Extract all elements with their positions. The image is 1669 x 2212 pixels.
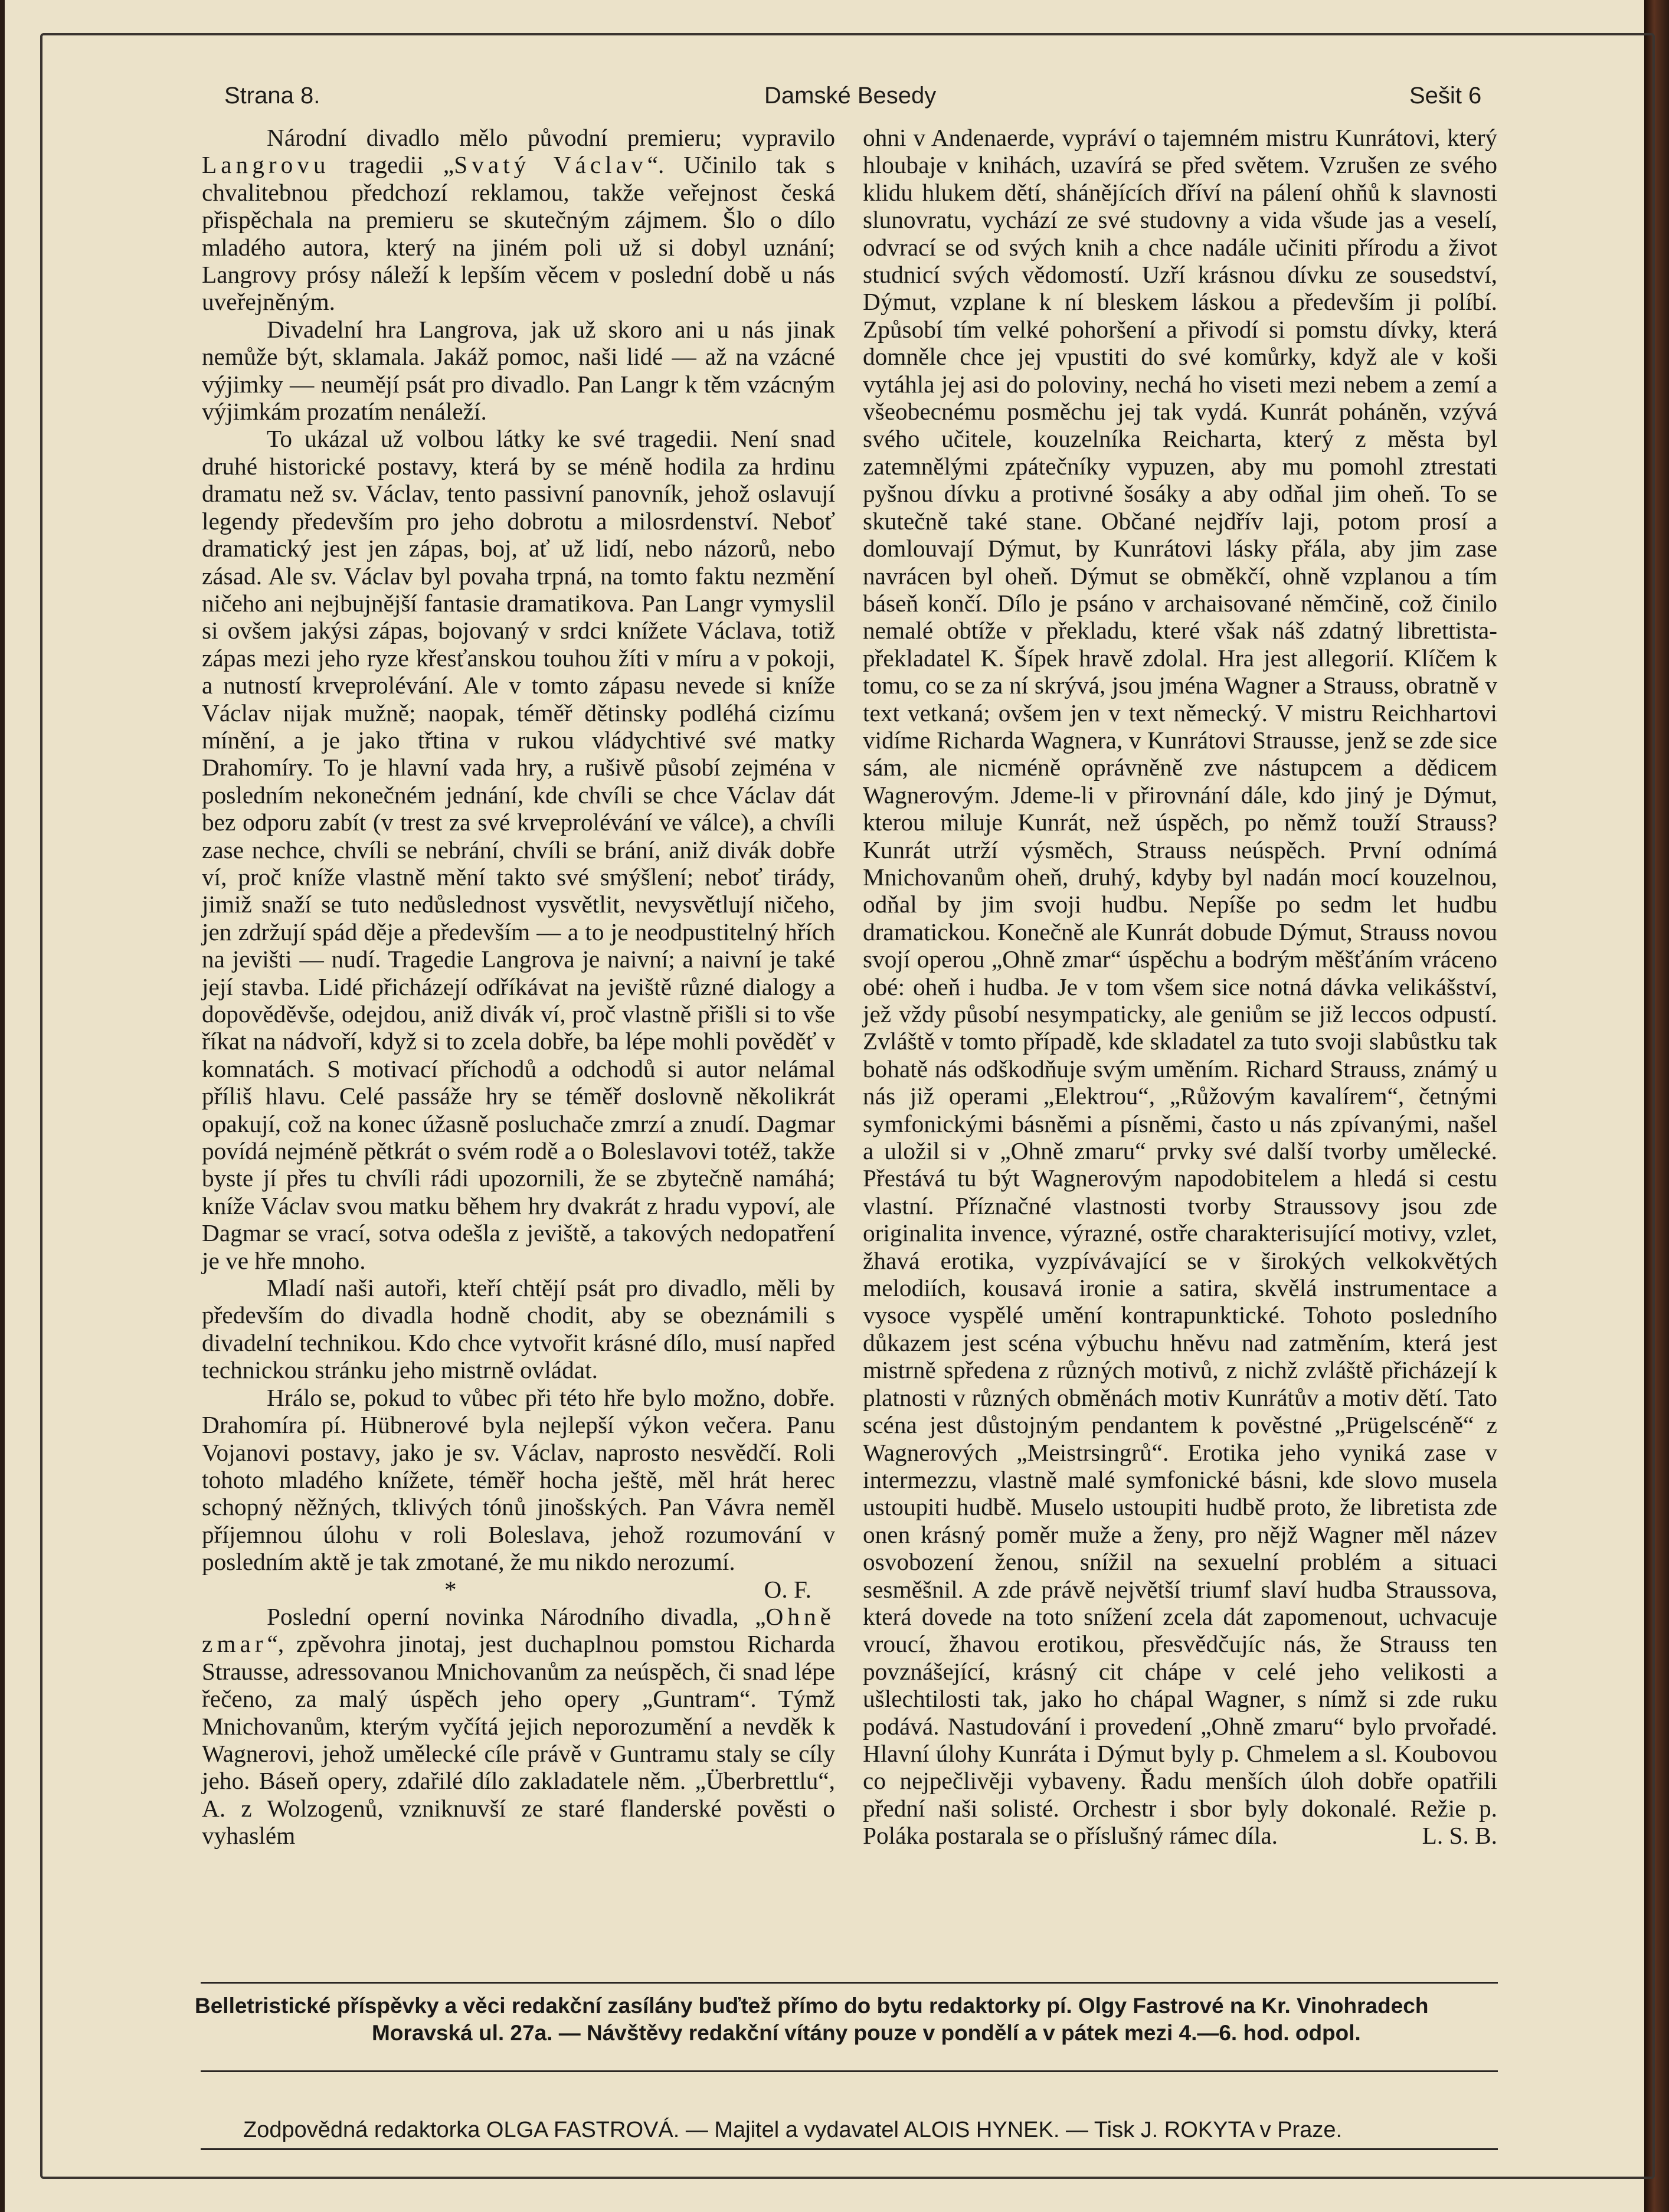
section-divider: * xyxy=(444,1575,457,1603)
divider xyxy=(201,2148,1498,2150)
paragraph: To ukázal už volbou látky ke své tragedii. Není snad druhé historické postavy, která by se méně hodila za hrdinu dramatu než sv. Václav, tento passivní panovník, jehož oslavují legendy především pro jeho dobrotu a milosrdenství. Neboť dramatický jest jen zápas, boj, ať už lidí, nebo názorů, nebo zásad. Ale sv. Václav byl povaha trpná, na tomto faktu nezmění ničeho ani nejbujnější fantasie dramatikova. Pan Langr vymyslil si ovšem jakýsi zápas, bojovaný v srdci knížete Václava, totiž zápas mezi jeho ryze křesťanskou touhou žíti v míru a v pokoji, a nutností krveprolévání. Ale v tomto zápasu nevede si kníže Václav nijak mužně; naopak, téměř dětinsky podléhá cizímu mínění, a je jako třtina v rukou vládychtivé své matky Drahomíry. To je hlavní vada hry, a rušivě působí zejména v posledním nekonečném jednání, kde chvíli se chce Václav dát bez odporu zabít (v trest za své krveprolévání ve válce), a chvíli zase nechce, chvíli se nebrání, chvíli se brání, aniž divák dobře ví, proč kníže vlastně mění takto své smýšlení; neboť tirády, jimiž snaží se tuto nedůslednost vysvětlit, nevysvětlují ničeho, jen zdržují spád děje a především — a to je neodpustitelný hřích na jevišti — nudí. Tragedie Langrova je naivní; a naivní je také její stavba. Lidé přicházejí odříkávat na jeviště různé dialogy a dopověděvše, odejdou, aniž divák ví, proč vlastně přišli si to vše říkat na nádvoří, když si to zcela dobře, ba lépe mohli pověděť v komnatách. S motivací příchodů a odchodů si autor nelámal příliš hlavu. Celé passáže hry se téměř doslovně několikrát opakují, což na konec úžasně posluchače zmrzí a znudí. Dagmar povídá nejméně pětkrát o svém rodě a o Boleslavovi totéž, takže byste jí přes tu chvíli rádi upozornili, že se zbytečně namáhá; kníže Václav svou matku během hry dvakrát z hradu vypoví, ale Dagmar se vrací, sotva odešla z jeviště, a takových nedopatření je ve hře mnoho. xyxy=(202,425,835,1274)
paragraph: ohni v Andenaerde, vypráví o tajemném mistru Kunrátovi, který hloubaje v knihách, uzavírá se před světem. Vzrušen ze svého klidu hlukem dětí, shánějících dříví na pálení ohňů k slavnosti slunovratu, vychází ze své studovny a vida všude jas a veselí, odvrací se od svých knih a chce nadále učiniti přírodu a život studnicí svých vědomostí. Uzří krásnou dívku ze sousedství, Dýmut, vzplane k ní bleskem láskou a především ji políbí. Způsobí tím velké pohoršení a přivodí si pomstu dívky, která domněle chce jej vpustiti do své komůrky, když ale v koši vytáhla jej asi do poloviny, nechá ho viseti mezi nebem a zemí a všeobecnému posměchu jej tak vydá. Kunrát poháněn, vzývá svého učitele, kouzelníka Reicharta, který z města byl zatemnělými zpátečníky vypuzen, aby mu pomohl ztrestati pyšnou dívku a protivné šosáky a aby odňal jim oheň. To se skutečně také stane. Občané nejdřív laji, potom prosí a domlouvají Dýmut, by Kunrátovi lásky přála, aby jim zase navrácen byl oheň. Dýmut se obměkčí, ohně vzplanou a tím báseň končí. Dílo je psáno v archaisované němčině, což činilo nemalé obtíže v překladu, které však náš zdatný librettista-překladatel K. Šípek hravě zdolal. Hra jest allegorií. Klíčem k tomu, co se za ní skrývá, jsou jména Wagner a Strauss, obratně v text vetkaná; ovšem jen v text německý. V mistru Reichhartovi vidíme Richarda Wagnera, v Kunrátovi Strausse, jenž se zde sice sám, ale nicméně oprávněně zve nástupcem a dědicem Wagnerovým. Jdeme-li v přirovnání dále, kdo jiný je Dýmut, kterou miluje Kunrát, než úspěch, po němž touží Strauss? Kunrát utrží výsměch, Strauss neúspěch. První odnímá Mnichovanům oheň, druhý, kdyby byl nadán mocí kouzelnou, odňal by jim svoji hudbu. Nepíše po sedm let hudbu dramatickou. Konečně ale Kunrát dobude Dýmut, Strauss novou svojí operou „Ohně zmar“ úspěchu a bodrým měšťáním vráceno obé: oheň i hudba. Je v tom všem sice notná dávka velikášství, jež vždy působí nesympaticky, ale geniům se již leccos odpustí. Zvláště v tomto případě, kde skladatel za tuto svoji slabůstku tak bohatě nás odškodňuje svým uměním. Richard Strauss, známý u nás již operami „Elektrou“, „Růžovým kavalírem“, četnými symfonickými básněmi a písněmi, často u nás zpívanými, našel a uložil si v „Ohně zmaru“ prvky své další tvorby umělecké. Přestává tu být Wagnerovým napodobitelem a hledá si cestu vlastní. Příznačné vlastnosti tvorby Straussovy jsou zde originalita invence, výrazné, ostře charakterisující motivy, vzlet, žhavá erotika, vyzpívávající se v širokých velkokvětých melodiích, kousavá ironie a satira, skvělá instrumentace a vysoce vyspělé umění kontrapunktické. Tohoto posledního důkazem jest scéna výbuchu hněvu nad zatměním, která jest mistrně spředena z různých motivů, z nichž zvláště přicházejí k platnosti v různých obměnách motiv Kunrátův a motiv dětí. Tato scéna jest důstojným pendantem k pověstné „Prügelscéně“ z Wagnerových „Meistrsingrů“. Erotika jeho vyniká zase v intermezzu, vlastně malé symfonické básni, kde slovo musela ustoupiti hudbě. Muselo ustoupiti hudbě proto, že libretista zde onen krásný poměr muže a ženy, pro nějž Wagner měl název osvobození ženou, snížil na sexuelní problém a situaci sesměšnil. A zde právě největší triumf slaví hudba Straussova, která dovede na toto snížení zcela dát zapomenout, uchvacuje vroucí, žhavou erotikou, přesvědčujíc nás, že Strauss ten povznášející, krásný cit chápe v celé jeho velikosti a ušlechtilosti tak, jako ho chápal Wagner, s nímž si zde ruku podává. Nastudování i provedení „Ohně zmaru“ bylo prvořadé. Hlavní úlohy Kunráta i Dýmut byly p. Chmelem a sl. Koubovou co nejpečlivěji vybaveny. Řadu menších úloh dobře opatřili přední naši solisté. Orchestr i sbor byly dokonalé. Režie p. Poláka postarala se o příslušný rámec díla. L. S. B. xyxy=(863,124,1497,1850)
divider xyxy=(201,1982,1498,1984)
paragraph: Poslední operní novinka Národního divadla, „Ohně zmar“, zpěvohra jinotaj, jest duchaplnou pomstou Richarda Strausse, adressovanou Mnichovanům za neúspěch, či snad lépe řečeno, za malý úspěch jeho opery „Guntram“. Týmž Mnichovanům, kterým vyčítá jejich neporozumění a nevděk k Wagnerovi, jehož umělecké cíle právě v Guntramu staly se cíly jeho. Báseň opery, zdařilé dílo zakladatele něm. „Überbrettlu“, A. z Wolzogenů, vzniknuvší ze staré flanderské pověsti o vyhaslém xyxy=(202,1602,835,1850)
left-column xyxy=(202,124,835,1850)
editorial-notice xyxy=(195,1992,1493,2047)
imprint: Zodpovědná redaktorka OLGA FASTROVÁ. — Majitel a vydavatel ALOIS HYNEK. — Tisk J. ROKYTA v Praze. xyxy=(243,2118,1343,2142)
issue-number: Sešit 6 xyxy=(1409,83,1482,109)
page-number: Strana 8. xyxy=(224,83,320,109)
paragraph: Hrálo se, pokud to vůbec při této hře bylo možno, dobře. Drahomíra pí. Hübnerové byla nejlepší výkon večera. Panu Vojanovi postavy, jako je sv. Václav, naprosto nesvědčí. Roli tohoto mladého knížete, téměř hocha ještě, měl hrát herec schopný něžných, tklivých tónů jinošských. Pan Vávra neměl příjemnou úlohu v roli Boleslava, jehož rozumování v posledním aktě je tak zmotané, že mu nikdo nerozumí. O. F. xyxy=(202,1383,835,1603)
paragraph: Divadelní hra Langrova, jak už skoro ani u nás jinak nemůže být, sklamala. Jakáž pomoc, naši lidé — až na vzácné výjimky — neumějí psát pro divadlo. Pan Langr k těm vzácným výjimkám prozatím nenáleží. xyxy=(202,315,835,426)
notice-line: Belletristické příspěvky a věci redakční zasílány buďtež přímo do bytu redaktorky pí. Olgy Fastrové na Kr. Vinohradech xyxy=(195,1994,1429,2018)
paragraph: Národní divadlo mělo původní premieru; vypravilo Langrovu tragedii „Svatý Václav“. Učinilo tak s chvalitebnou předchozí reklamou, takže veřejnost česká přispěchala na premieru se skutečným zájmem. Šlo o dílo mladého autora, který na jiném poli už si dobyl uznání; Langrovy prósy náleží k lepším věcem v poslední době u nás uveřejněným. xyxy=(202,124,835,316)
signature: L. S. B. xyxy=(1422,1822,1497,1850)
paragraph: Mladí naši autoři, kteří chtějí psát pro divadlo, měli by především do divadla hodně chodit, aby se obeznámili s divadelní technikou. Kdo chce vytvořit krásné dílo, musí napřed technickou stránku jeho mistrně ovládat. xyxy=(202,1274,835,1384)
right-column xyxy=(863,124,1497,1850)
signature: O. F. xyxy=(764,1575,811,1603)
notice-line: Moravská ul. 27a. — Návštěvy redakční vítány pouze v pondělí a v pátek mezi 4.—6. hod. odpol. xyxy=(372,2021,1361,2045)
journal-title: Damské Besedy xyxy=(764,83,937,109)
divider xyxy=(201,2070,1498,2072)
